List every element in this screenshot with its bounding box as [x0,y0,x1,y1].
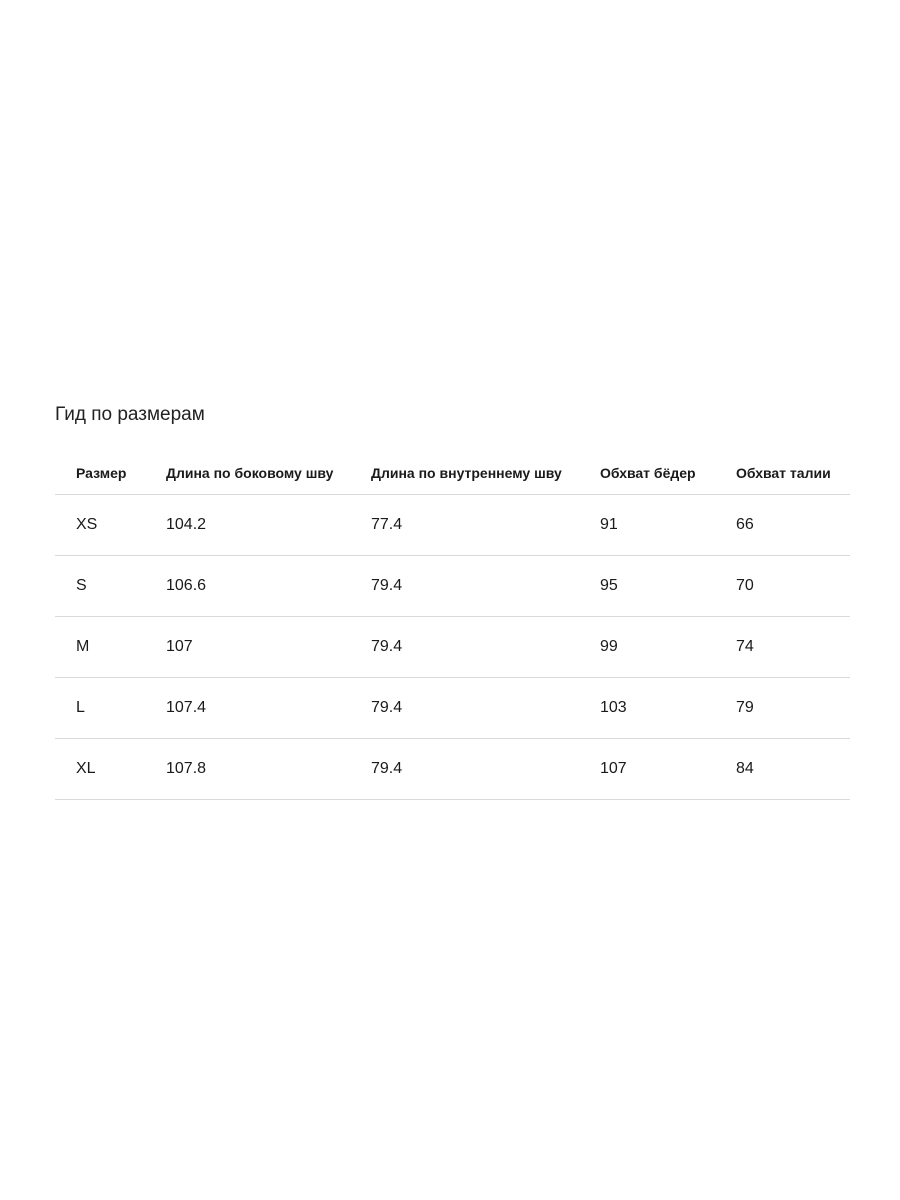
size-guide [55,400,850,800]
cell-side-seam-length: 107 [166,617,371,678]
cell-side-seam-length: 107.4 [166,678,371,739]
cell-inseam-length: 79.4 [371,617,600,678]
cell-hip-girth: 103 [600,678,736,739]
cell-inseam-length: 77.4 [371,495,600,556]
cell-waist-girth: 66 [736,495,850,556]
column-header-inseam-length: Длина по внутреннему шву [371,452,600,495]
cell-side-seam-length: 107.8 [166,739,371,800]
cell-side-seam-length: 106.6 [166,556,371,617]
table-row [55,617,850,678]
cell-size: XS [55,495,166,556]
table-row [55,739,850,800]
cell-hip-girth: 95 [600,556,736,617]
size-table-header [55,452,850,495]
cell-hip-girth: 91 [600,495,736,556]
table-row [55,495,850,556]
cell-size: XL [55,739,166,800]
cell-inseam-length: 79.4 [371,739,600,800]
header-row [55,452,850,495]
cell-side-seam-length: 104.2 [166,495,371,556]
cell-waist-girth: 70 [736,556,850,617]
cell-inseam-length: 79.4 [371,678,600,739]
column-header-hip-girth: Обхват бёдер [600,452,736,495]
size-table-body [55,495,850,800]
size-table [55,452,850,800]
cell-size: S [55,556,166,617]
cell-inseam-length: 79.4 [371,556,600,617]
cell-hip-girth: 99 [600,617,736,678]
column-header-side-seam-length: Длина по боковому шву [166,452,371,495]
size-guide-title: Гид по размерам [55,404,205,425]
cell-waist-girth: 84 [736,739,850,800]
cell-waist-girth: 79 [736,678,850,739]
column-header-size: Размер [55,452,166,495]
cell-hip-girth: 107 [600,739,736,800]
table-row [55,678,850,739]
cell-waist-girth: 74 [736,617,850,678]
cell-size: M [55,617,166,678]
table-row [55,556,850,617]
column-header-waist-girth: Обхват талии [736,452,850,495]
cell-size: L [55,678,166,739]
